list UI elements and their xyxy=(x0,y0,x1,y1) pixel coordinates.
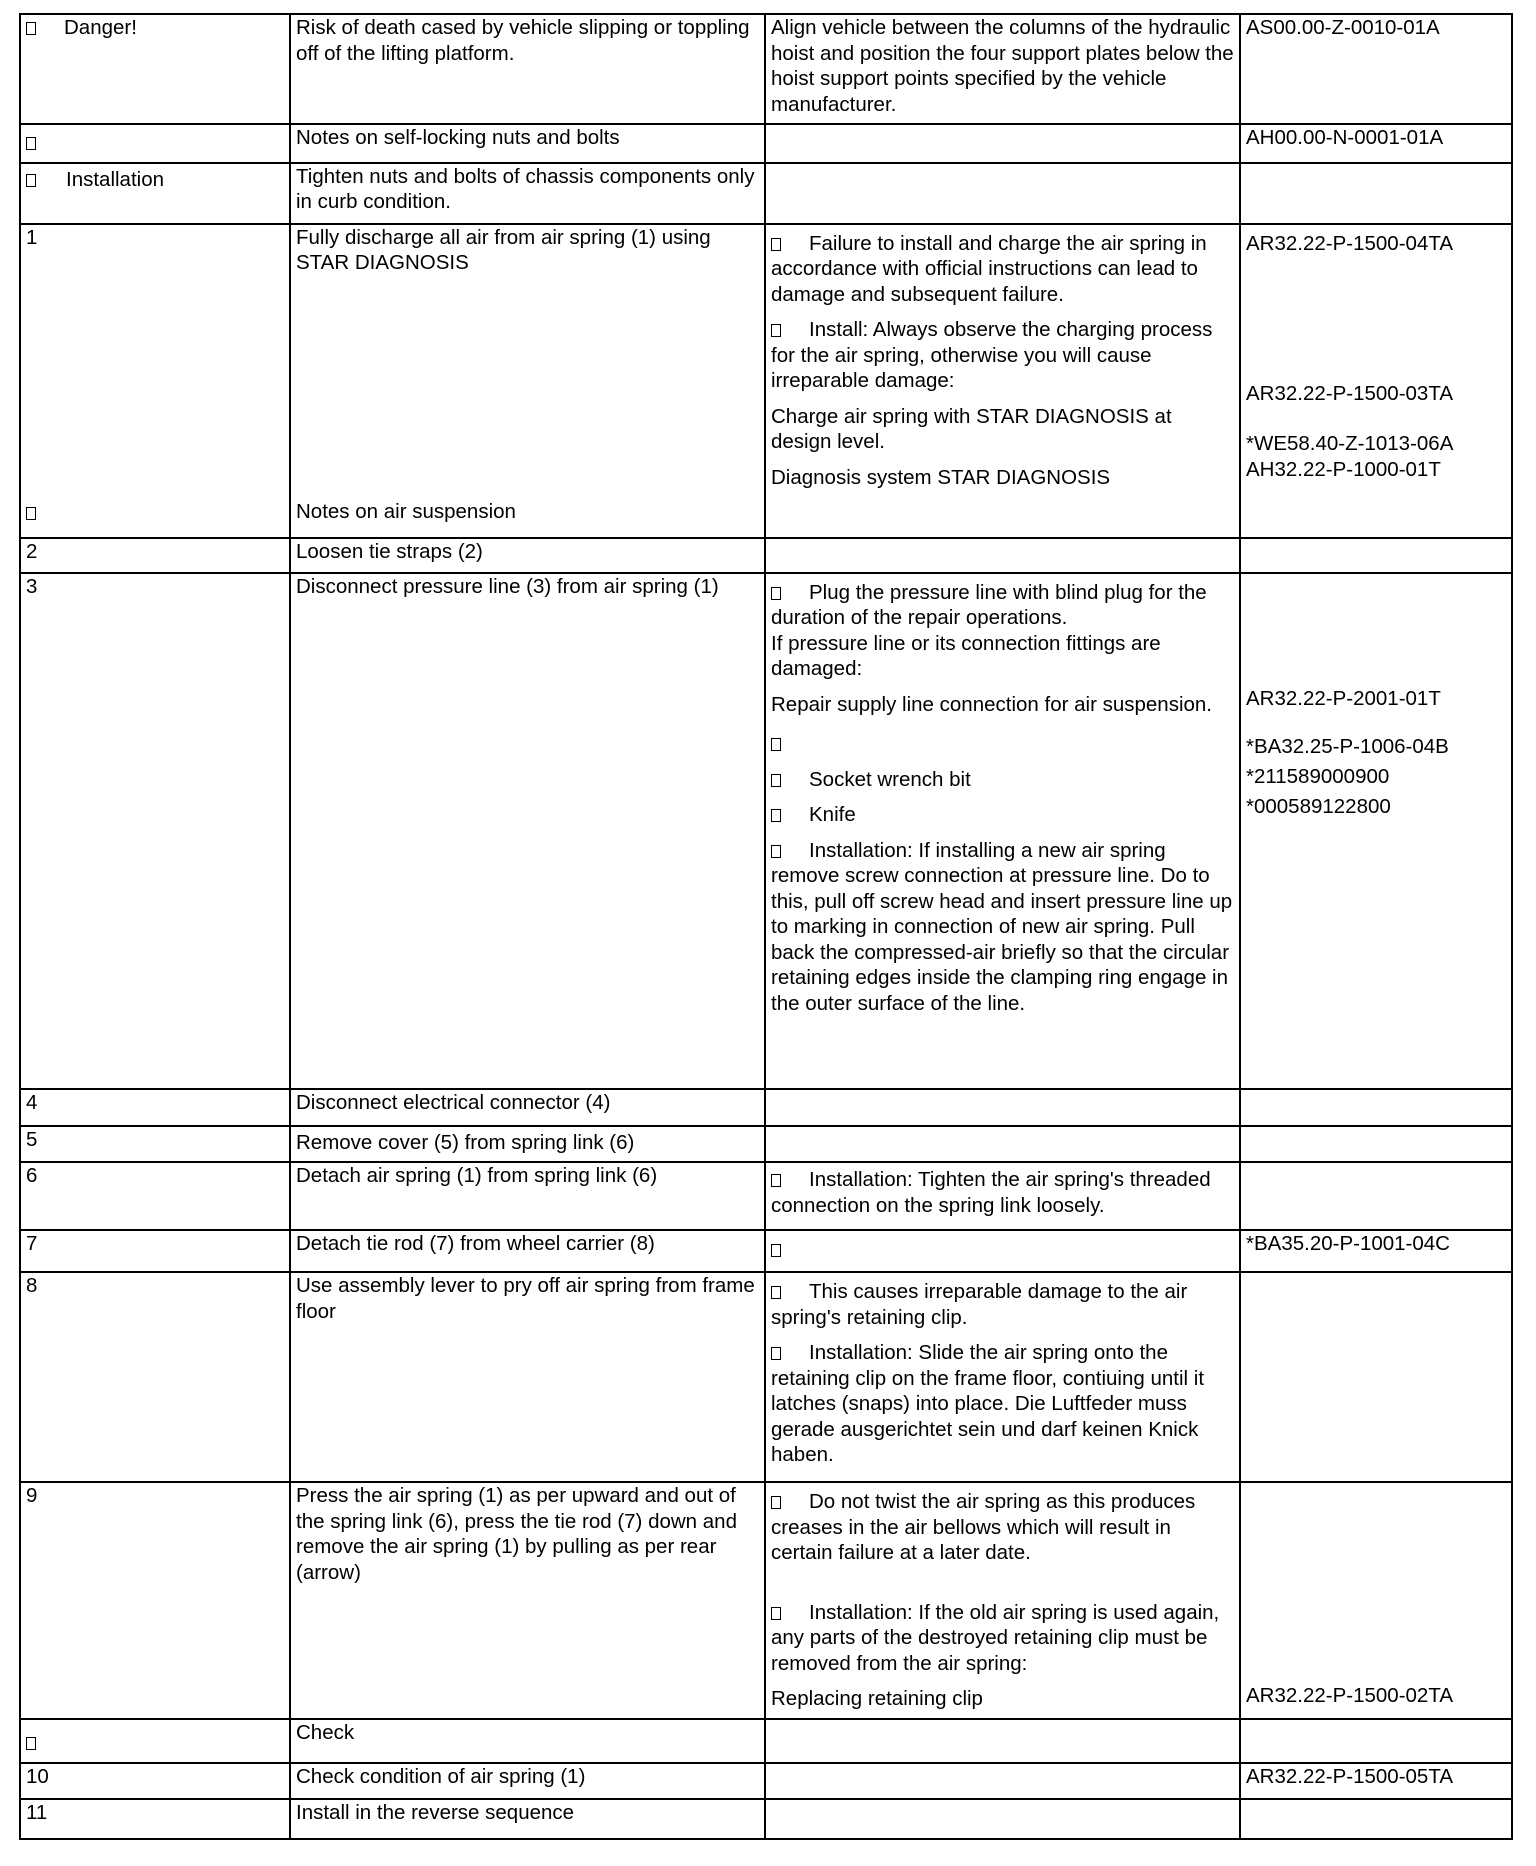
step-cell xyxy=(20,1230,290,1272)
note-text: This causes irreparable damage to the air spring's retaining clip. xyxy=(771,1280,1188,1329)
step-label: Danger! xyxy=(64,16,137,39)
note-text: Install: Always observe the charging process for the air spring, otherwise you will cause irreparable damage: xyxy=(771,318,1213,392)
step-number: 8 xyxy=(26,1274,38,1297)
note-text: Installation: Slide the air spring onto the retaining clip on the frame floor, contiuing until it latches (snaps) into place. Die Luftfeder muss gerade ausgerichtet sein und darf keinen Knick haben. xyxy=(771,1341,1205,1466)
step-cell xyxy=(20,1126,290,1163)
step-cell xyxy=(20,1719,290,1763)
note-cell xyxy=(765,1162,1240,1230)
note-text: Installation: If installing a new air spring remove screw connection at pressure line. Do to this, pull off screw head and insert pressure line up to marking in connection of new air spring. Pull back the compressed-air briefly so that the circular retaining edges inside the clamping ring engage in the outer surface of the line. xyxy=(771,838,1233,1015)
reference-cell xyxy=(1240,14,1512,124)
note-text: Do not twist the air spring as this produces creases in the air bellows which will result in certain failure at a later date. xyxy=(771,1490,1196,1564)
table-row xyxy=(20,1482,1512,1719)
reference-cell xyxy=(1240,538,1512,573)
table-row xyxy=(20,1162,1512,1230)
action-text: Tighten nuts and bolts of chassis components only in curb condition. xyxy=(296,164,755,213)
note-cell xyxy=(765,224,1240,538)
action-cell xyxy=(290,1126,765,1163)
action-text: Detach tie rod (7) from wheel carrier (8) xyxy=(296,1232,655,1255)
procedure-table xyxy=(19,13,1513,1840)
checkbox-icon xyxy=(771,1607,781,1620)
note-cell xyxy=(765,1719,1240,1763)
reference-cell xyxy=(1240,1089,1512,1126)
checkbox-icon xyxy=(26,1737,36,1750)
action-cell xyxy=(290,1230,765,1272)
step-cell xyxy=(20,163,290,224)
checkbox-icon xyxy=(771,324,781,337)
reference-code: AH00.00-N-0001-01A xyxy=(1246,126,1444,149)
note-cell xyxy=(765,1482,1240,1719)
action-cell xyxy=(290,163,765,224)
note-cell xyxy=(765,1230,1240,1272)
step-number: 6 xyxy=(26,1164,38,1187)
note-cell xyxy=(765,14,1240,124)
note-text: Failure to install and charge the air spring in accordance with official instructions can lead to damage and subsequent failure. xyxy=(771,231,1207,306)
note-cell xyxy=(765,124,1240,163)
table-row xyxy=(20,163,1512,224)
note-text: Diagnosis system STAR DIAGNOSIS xyxy=(771,465,1111,489)
table-row xyxy=(20,124,1512,163)
note-text: Installation: If the old air spring is used again, any parts of the destroyed retaining clip must be removed from the air spring: xyxy=(771,1600,1220,1675)
note-text: Repair supply line connection for air suspension. xyxy=(771,692,1213,716)
note-text: If pressure line or its connection fittings are damaged: xyxy=(771,631,1161,680)
checkbox-icon xyxy=(771,845,781,858)
step-cell xyxy=(20,1272,290,1482)
note-cell xyxy=(765,1126,1240,1163)
step-cell xyxy=(20,538,290,573)
note-cell xyxy=(765,1272,1240,1482)
step-number: 7 xyxy=(26,1232,38,1255)
action-text: Fully discharge all air from air spring (1) using STAR DIAGNOSIS xyxy=(296,225,711,274)
action-cell xyxy=(290,1482,765,1719)
step-cell xyxy=(20,573,290,1089)
action-text: Loosen tie straps (2) xyxy=(296,539,483,563)
action-cell xyxy=(290,124,765,163)
reference-cell xyxy=(1240,1763,1512,1799)
step-cell xyxy=(20,1799,290,1839)
step-number: 3 xyxy=(26,574,38,598)
step-number: 1 xyxy=(26,225,38,249)
reference-code: AR32.22-P-2001-01T xyxy=(1246,686,1441,710)
note-cell xyxy=(765,573,1240,1089)
checkbox-icon xyxy=(771,1174,781,1187)
reference-code: AS00.00-Z-0010-01A xyxy=(1246,16,1440,39)
reference-cell xyxy=(1240,573,1512,1089)
action-cell xyxy=(290,1272,765,1482)
reference-cell xyxy=(1240,1162,1512,1230)
action-cell xyxy=(290,573,765,1089)
reference-code: *000589122800 xyxy=(1246,794,1391,818)
note-cell xyxy=(765,1089,1240,1126)
reference-code: AR32.22-P-1500-03TA xyxy=(1246,381,1454,405)
action-text: Disconnect pressure line (3) from air spring (1) xyxy=(296,574,719,598)
action-text: Risk of death cased by vehicle slipping or toppling off of the lifting platform. xyxy=(296,16,750,65)
action-text: Install in the reverse sequence xyxy=(296,1800,575,1824)
checkbox-icon xyxy=(26,137,36,150)
step-cell xyxy=(20,224,290,538)
reference-code: AR32.22-P-1500-02TA xyxy=(1246,1684,1454,1707)
checkbox-icon xyxy=(26,174,36,187)
reference-cell xyxy=(1240,1230,1512,1272)
reference-code: AH32.22-P-1000-01T xyxy=(1246,457,1441,481)
action-text: Notes on air suspension xyxy=(296,499,516,523)
table-row xyxy=(20,1089,1512,1126)
checkbox-icon xyxy=(771,1347,781,1360)
action-text: Notes on self-locking nuts and bolts xyxy=(296,126,620,149)
reference-cell xyxy=(1240,124,1512,163)
tool-item: Socket wrench bit xyxy=(771,767,1234,793)
step-cell xyxy=(20,1162,290,1230)
reference-code: *211589000900 xyxy=(1246,764,1390,788)
step-number: 9 xyxy=(26,1484,38,1507)
reference-cell xyxy=(1240,1799,1512,1839)
note-cell xyxy=(765,538,1240,573)
note-cell xyxy=(765,1763,1240,1799)
reference-code: *BA35.20-P-1001-04C xyxy=(1246,1232,1450,1255)
checkbox-icon xyxy=(771,587,781,600)
action-cell xyxy=(290,14,765,124)
checkbox-icon xyxy=(771,1496,781,1509)
step-cell xyxy=(20,1763,290,1799)
step-cell xyxy=(20,1482,290,1719)
note-text: Plug the pressure line with blind plug for the duration of the repair operations. xyxy=(771,580,1207,629)
table-row xyxy=(20,1126,1512,1163)
action-cell xyxy=(290,1799,765,1839)
reference-code: AR32.22-P-1500-04TA xyxy=(1246,231,1454,255)
reference-cell xyxy=(1240,1719,1512,1763)
checkbox-icon xyxy=(26,22,36,35)
action-cell xyxy=(290,1089,765,1126)
reference-cell xyxy=(1240,1126,1512,1163)
table-row xyxy=(20,1799,1512,1839)
action-cell xyxy=(290,1719,765,1763)
note-text: Replacing retaining clip xyxy=(771,1687,983,1710)
note-cell xyxy=(765,163,1240,224)
note-text xyxy=(771,731,1234,757)
checkbox-icon xyxy=(26,507,36,520)
step-number: 2 xyxy=(26,539,38,563)
action-cell xyxy=(290,1763,765,1799)
table-row xyxy=(20,1230,1512,1272)
note-cell xyxy=(765,1799,1240,1839)
table-row xyxy=(20,1763,1512,1799)
note-text: Installation: Tighten the air spring's threaded connection on the spring link loosely. xyxy=(771,1168,1211,1217)
step-cell xyxy=(20,1089,290,1126)
reference-cell xyxy=(1240,163,1512,224)
action-text: Check xyxy=(296,1721,355,1744)
step-number: 11 xyxy=(26,1800,48,1824)
action-text: Disconnect electrical connector (4) xyxy=(296,1090,611,1114)
checkbox-icon xyxy=(771,774,781,787)
action-text: Check condition of air spring (1) xyxy=(296,1764,586,1788)
action-cell xyxy=(290,1162,765,1230)
table-row xyxy=(20,14,1512,124)
action-cell xyxy=(290,538,765,573)
step-number: 5 xyxy=(26,1127,38,1151)
checkbox-icon xyxy=(771,738,781,751)
reference-code: *WE58.40-Z-1013-06A xyxy=(1246,431,1454,455)
table-row xyxy=(20,1719,1512,1763)
action-text: Remove cover (5) from spring link (6) xyxy=(296,1130,635,1154)
tool-item: Knife xyxy=(771,802,1234,828)
checkbox-icon xyxy=(771,1286,781,1299)
step-label: Installation xyxy=(66,167,165,191)
action-text: Use assembly lever to pry off air spring from frame floor xyxy=(296,1274,755,1323)
table-row xyxy=(20,1272,1512,1482)
table-row xyxy=(20,573,1512,1089)
table-row xyxy=(20,538,1512,573)
step-cell xyxy=(20,124,290,163)
reference-cell xyxy=(1240,1482,1512,1719)
reference-cell xyxy=(1240,224,1512,538)
reference-cell xyxy=(1240,1272,1512,1482)
action-cell xyxy=(290,224,765,538)
note-text: Charge air spring with STAR DIAGNOSIS at design level. xyxy=(771,404,1172,453)
action-text: Detach air spring (1) from spring link (6) xyxy=(296,1164,658,1187)
step-number: 4 xyxy=(26,1090,38,1114)
step-cell xyxy=(20,14,290,124)
reference-code: AR32.22-P-1500-05TA xyxy=(1246,1764,1454,1788)
table-row xyxy=(20,224,1512,538)
action-text: Press the air spring (1) as per upward and out of the spring link (6), press the tie rod (7) down and remove the air spring (1) by pulling as per rear (arrow) xyxy=(296,1484,737,1584)
checkbox-icon xyxy=(771,809,781,822)
reference-code: *BA32.25-P-1006-04B xyxy=(1246,734,1449,758)
step-number: 10 xyxy=(26,1764,49,1788)
note-text: Align vehicle between the columns of the hydraulic hoist and position the four support plates below the hoist support points specified by the vehicle manufacturer. xyxy=(771,16,1234,116)
checkbox-icon xyxy=(771,1244,781,1257)
checkbox-icon xyxy=(771,238,781,251)
